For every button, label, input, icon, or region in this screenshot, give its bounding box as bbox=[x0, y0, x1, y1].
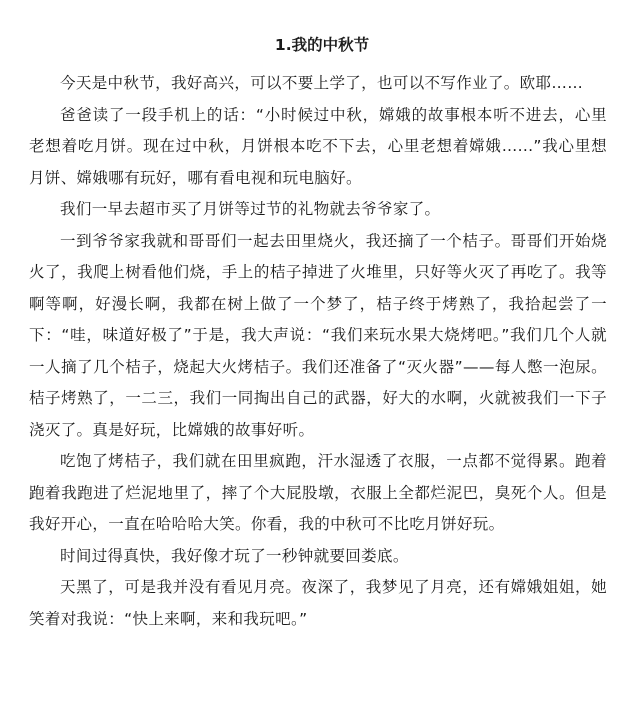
paragraph-7: 天黑了，可是我并没有看见月亮。夜深了，我梦见了月亮，还有嫦娥姐姐，她笑着对我说：“快上来啊，来和我玩吧。” bbox=[29, 578, 607, 628]
essay-title: 1.我的中秋节 bbox=[274, 36, 370, 54]
paragraph-4: 一到爷爷家我就和哥哥们一起去田里烧火，我还摘了一个桔子。哥哥们开始烧火了，我爬上树看他们烧，手上的桔子掉进了火堆里，只好等火灭了再吃了。我等啊等啊，好漫长啊，我都在树上做了一个梦了，桔子终于烤熟了，我拾起尝了一下：“哇，味道好极了”于是，我大声说：“我们来玩水果大烧烤吧。”我们几个人就一人摘了几个桔子，烧起大火烤桔子。我们还准备了“灭火器”——每人憋一泡尿。桔子烤熟了，一二三，我们一同掏出自己的武器，好大的水啊，火就被我们一下子浇灭了。真是好玩，比嫦娥的故事好听。 bbox=[29, 231, 607, 439]
paragraph-3: 我们一早去超市买了月饼等过节的礼物就去爷爷家了。 bbox=[60, 200, 441, 218]
paragraph-6: 时间过得真快，我好像才玩了一秒钟就要回娄底。 bbox=[60, 546, 409, 565]
paragraph-2: 爸爸读了一段手机上的话：“小时候过中秋，嫦娥的故事根本听不进去，心里老想着吃月饼。现在过中秋，月饼根本吃不下去，心里老想着嫦娥…...”我心里想月饼、嫦娥哪有玩好，哪有看电视和玩电脑好。 bbox=[29, 105, 607, 187]
paragraph-5: 吃饱了烤桔子，我们就在田里疯跑，汗水湿透了衣服，一点都不觉得累。跑着跑着我跑进了烂泥地里了，摔了个大屁股墩，衣服上全都烂泥巴，臭死个人。但是我好开心，一直在哈哈哈大笑。你看，我的中秋可不比吃月饼好玩。 bbox=[29, 452, 607, 533]
paragraph-1: 今天是中秋节，我好高兴，可以不要上学了，也可以不写作业了。欧耶…… bbox=[60, 74, 584, 92]
